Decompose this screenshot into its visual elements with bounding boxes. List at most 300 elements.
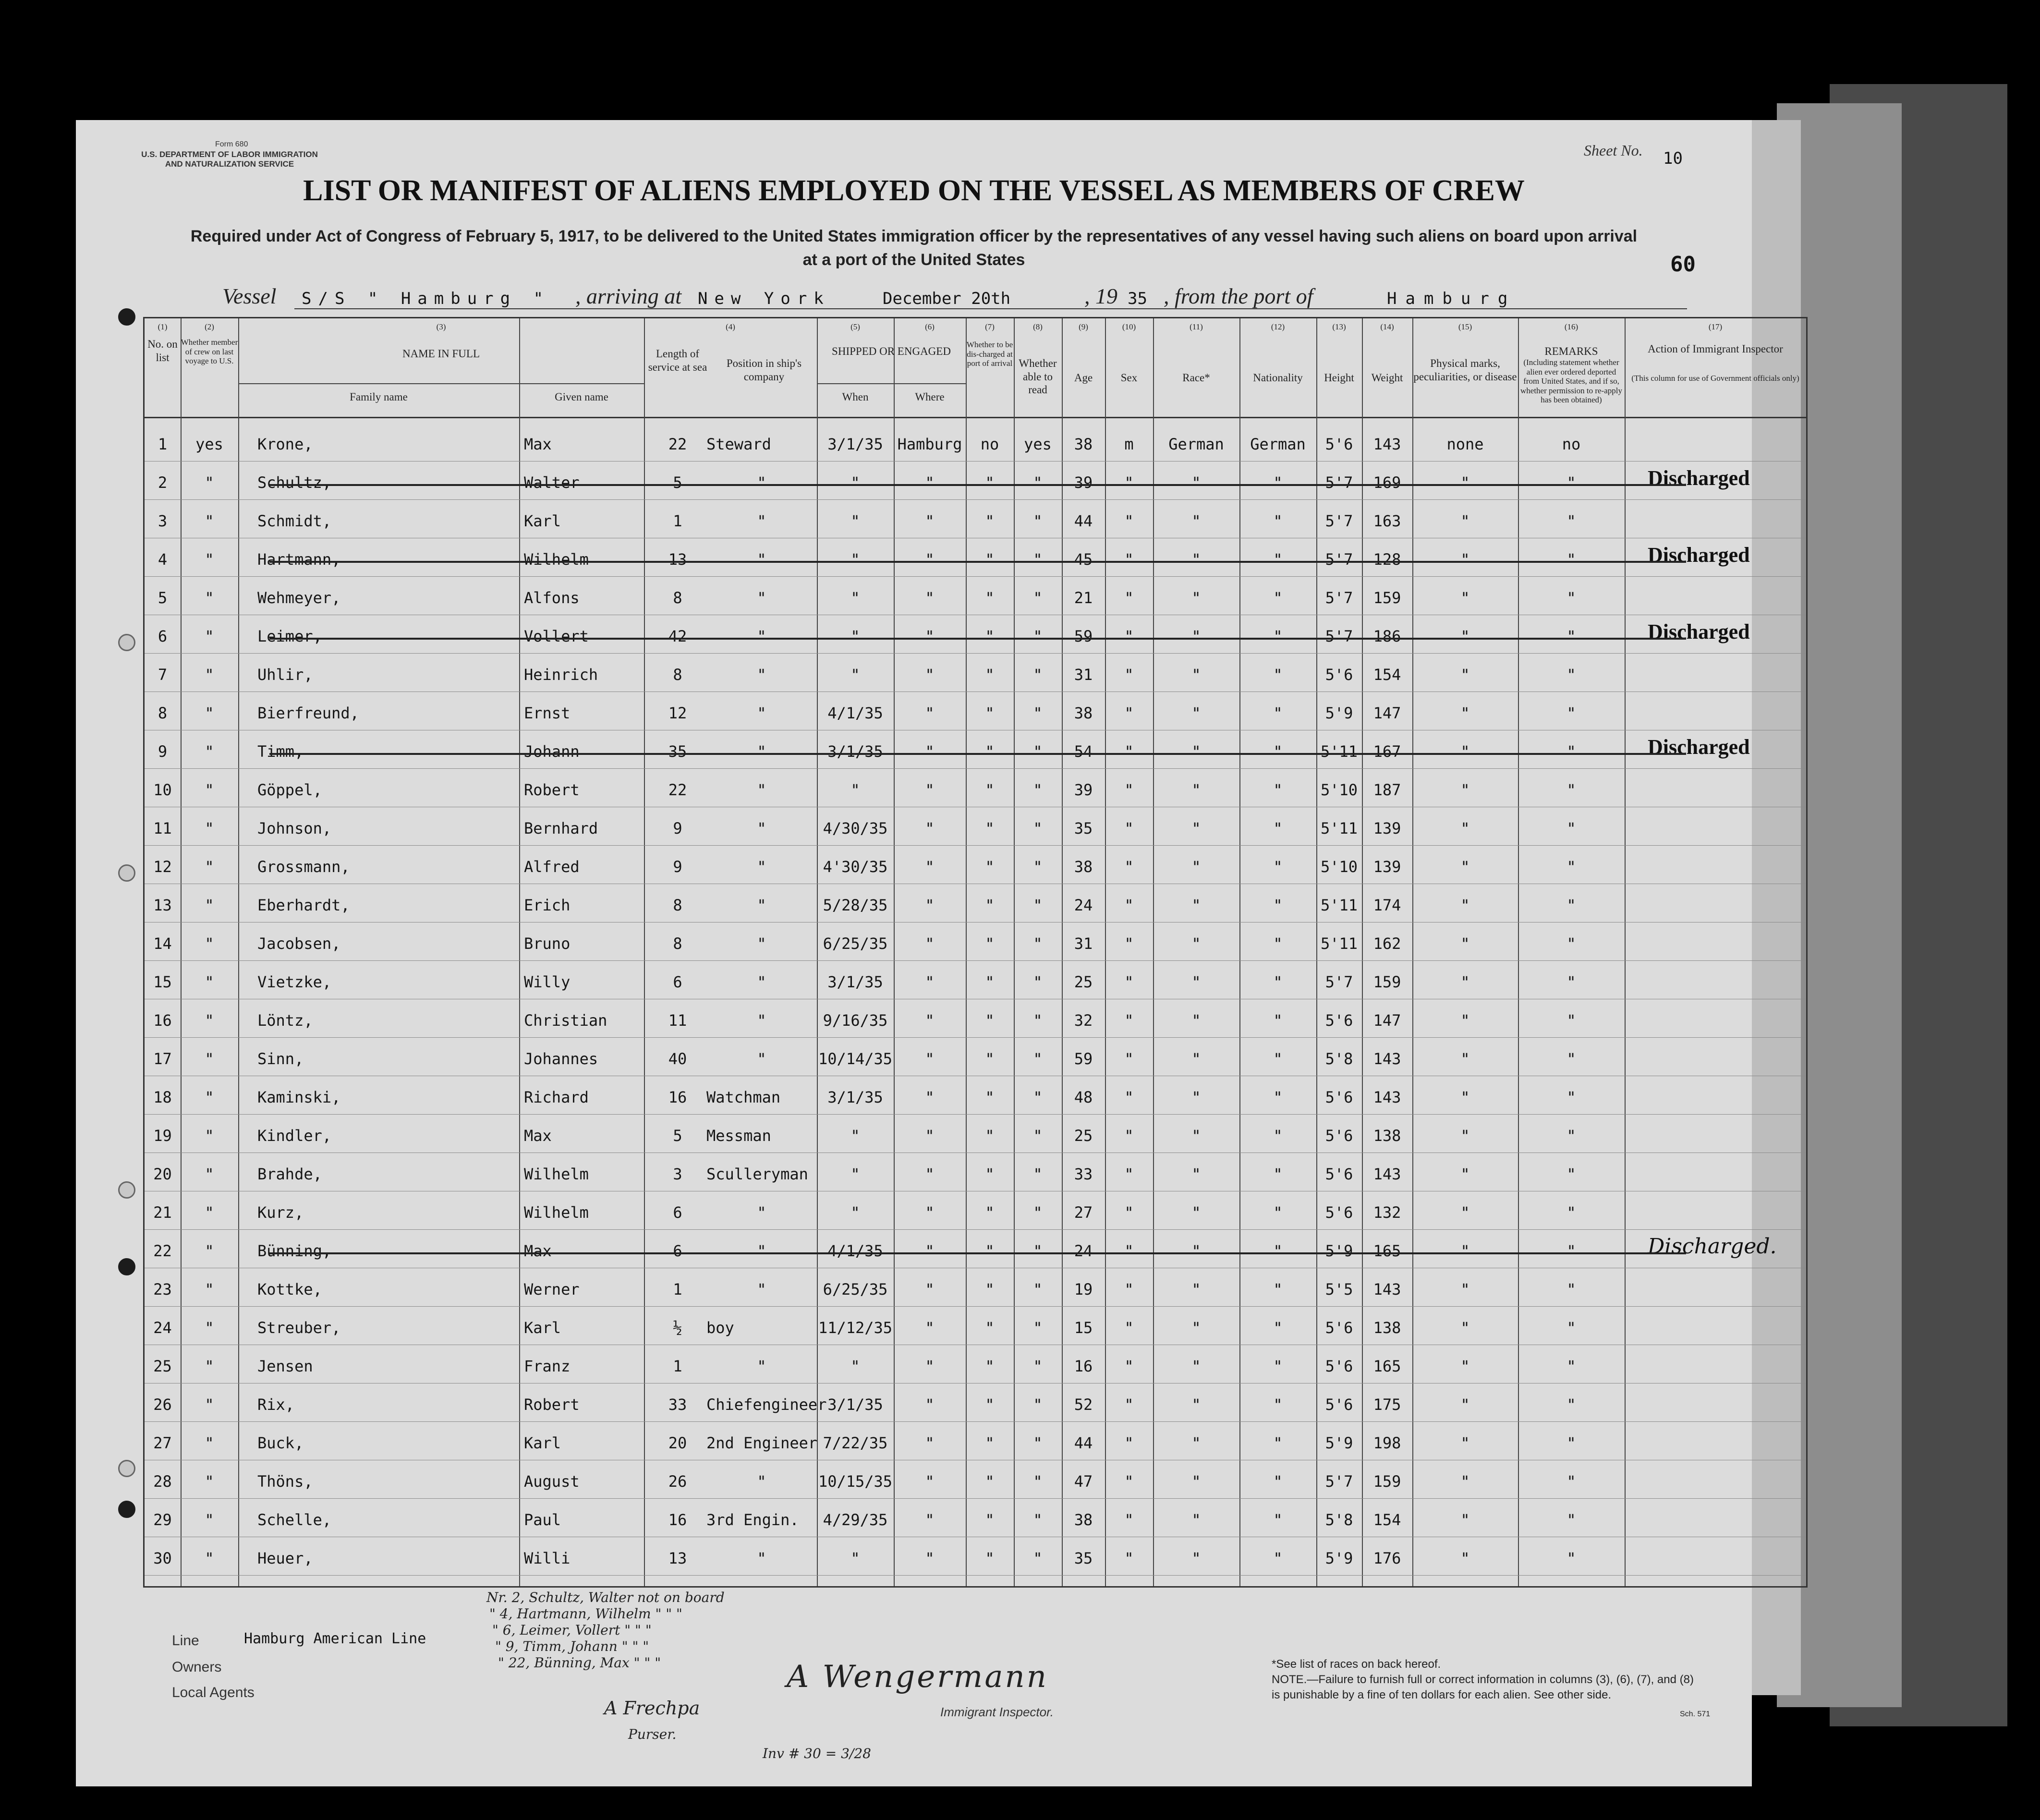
cell-sex: " [1124,512,1134,530]
cell-nat: " [1273,819,1283,837]
cell-age: 35 [1074,819,1093,837]
cell-remarks: " [1566,1549,1576,1567]
cell-disch: " [985,1280,995,1298]
cell-no: 27 [153,1434,172,1452]
cell-height: 5'7 [1325,1472,1353,1491]
cell-race: " [1191,973,1201,991]
cell-family: Timm, [257,742,304,761]
cell-sex: " [1124,589,1134,607]
cell-height: 5'11 [1320,742,1358,761]
cell-position: " [757,896,766,914]
cell-marks: " [1460,1203,1470,1222]
cell-age: 47 [1074,1472,1093,1491]
cell-race: " [1191,1050,1201,1068]
cell-remarks: " [1566,1434,1576,1452]
column-number: (15) [1458,322,1472,331]
cell-prev: " [205,1395,214,1414]
cell-age: 31 [1074,934,1093,953]
cell-prev: " [205,742,214,761]
cell-disch: " [985,934,995,953]
cell-sex: " [1124,1357,1134,1375]
cell-given: Johann [524,742,580,761]
cell-prev: " [205,781,214,799]
cell-given: Christian [524,1011,607,1030]
cell-height: 5'6 [1325,435,1353,453]
cell-prev: " [205,1165,214,1183]
cell-where: " [925,1242,935,1260]
cell-read: " [1033,666,1043,684]
table-row [145,931,1806,969]
cell-prev: " [205,704,214,722]
cell-disch: " [985,1357,995,1375]
cell-where: " [925,1088,935,1106]
column-header-name-full: NAME IN FULL [402,348,480,360]
strike-through [269,561,1686,563]
strike-through [269,753,1686,755]
cell-length: 13 [668,550,687,569]
column-header-when: When [842,391,869,403]
column-header-age: Age [1074,372,1093,384]
cell-read: " [1033,1549,1043,1567]
cell-when: " [850,1165,860,1183]
cell-height: 5'6 [1325,1165,1353,1183]
cell-nat: " [1273,1357,1283,1375]
cell-where: " [925,1165,935,1183]
cell-length: 6 [673,973,682,991]
cell-read: " [1033,819,1043,837]
cell-race: " [1191,1395,1201,1414]
cell-race: " [1191,1357,1201,1375]
cell-where: " [925,1203,935,1222]
cell-height: 5'11 [1320,819,1358,837]
cell-remarks: " [1566,1165,1576,1183]
cell-prev: " [205,1011,214,1030]
cell-length: 6 [673,1242,682,1260]
column-header-action: Action of Immigrant Inspector [1648,343,1783,355]
cell-sex: " [1124,1203,1134,1222]
cell-given: Alfred [524,858,580,876]
inspector-signature: A Wengermann [787,1659,1048,1695]
column-header-action-note: (This column for use of Government officials only) [1631,374,1799,383]
cell-nat: " [1273,589,1283,607]
cell-height: 5'7 [1325,550,1353,569]
discharged-annotation: Discharged [1648,620,1750,643]
cell-remarks: " [1566,973,1576,991]
cell-position: 2nd Engineer [706,1434,818,1452]
cell-disch: " [985,1050,995,1068]
cell-marks: " [1460,1511,1470,1529]
cell-given: Franz [524,1357,571,1375]
cell-length: 13 [668,1549,687,1567]
cell-given: Bernhard [524,819,598,837]
cell-disch: " [985,589,995,607]
table-row [145,585,1806,623]
cell-marks: " [1460,1050,1470,1068]
cell-remarks: " [1566,1280,1576,1298]
cell-height: 5'7 [1325,473,1353,492]
cell-height: 5'6 [1325,1127,1353,1145]
cell-height: 5'6 [1325,1319,1353,1337]
cell-height: 5'6 [1325,666,1353,684]
cell-height: 5'8 [1325,1511,1353,1529]
cell-position: " [757,934,766,953]
cell-marks: " [1460,1357,1470,1375]
cell-nat: " [1273,1011,1283,1030]
cell-remarks: " [1566,589,1576,607]
cell-sex: " [1124,1395,1134,1414]
cell-weight: 143 [1373,1280,1401,1298]
cell-marks: " [1460,781,1470,799]
cell-no: 19 [153,1127,172,1145]
column-header-no: No. on list [147,338,178,364]
cell-sex: " [1124,742,1134,761]
table-row [145,620,1806,662]
cell-marks: " [1460,1395,1470,1414]
cell-given: Richard [524,1088,589,1106]
cell-sex: " [1124,1088,1134,1106]
cell-marks: " [1460,1127,1470,1145]
cell-where: " [925,473,935,492]
cell-disch: " [985,1088,995,1106]
cell-position: Steward [706,435,771,453]
cell-family: Grossmann, [257,858,350,876]
cell-race: " [1191,1434,1201,1452]
cell-given: August [524,1472,580,1491]
line-value: Hamburg American Line [244,1630,426,1647]
arrival-port: New York [698,289,830,308]
cell-prev: " [205,934,214,953]
cell-given: Karl [524,512,561,530]
cell-no: 29 [153,1511,172,1529]
cell-family: Kurz, [257,1203,304,1222]
cell-disch: " [985,627,995,645]
cell-position: " [757,858,766,876]
cell-given: Werner [524,1280,580,1298]
cell-where: Hamburg [897,435,962,453]
column-header-position: Position in ship's company [726,357,802,383]
cell-where: " [925,704,935,722]
cell-weight: 159 [1373,589,1401,607]
cell-no: 17 [153,1050,172,1068]
cell-family: Johnson, [257,819,332,837]
cell-disch: " [985,1165,995,1183]
cell-age: 44 [1074,512,1093,530]
cell-when: " [850,512,860,530]
cell-race: German [1168,435,1224,453]
cell-position: " [757,704,766,722]
column-number: (6) [925,322,935,331]
cell-length: 16 [668,1088,687,1106]
cell-position: Watchman [706,1088,781,1106]
cell-age: 33 [1074,1165,1093,1183]
cell-marks: none [1446,435,1484,453]
cell-sex: " [1124,1242,1134,1260]
cell-age: 21 [1074,589,1093,607]
purser-caption: Purser. [628,1726,677,1742]
cell-sex: " [1124,550,1134,569]
cell-no: 20 [153,1165,172,1183]
cell-nat: " [1273,1472,1283,1491]
cell-age: 25 [1074,1127,1093,1145]
cell-age: 38 [1074,435,1093,453]
cell-sex: " [1124,934,1134,953]
cell-length: 8 [673,666,682,684]
arriving-label: , arriving at [575,284,682,308]
cell-when: 4'30/35 [823,858,888,876]
column-header-prev-voyage: Whether member of crew on last voyage to U.S. [181,338,238,366]
cell-when: " [850,1357,860,1375]
cell-when: " [850,1549,860,1567]
cell-family: Wehmeyer, [257,589,341,607]
cell-position: " [757,1050,766,1068]
cell-race: " [1191,1280,1201,1298]
cell-position: " [757,589,766,607]
cell-age: 38 [1074,858,1093,876]
cell-read: " [1033,1203,1043,1222]
cell-no: 21 [153,1203,172,1222]
cell-nat: " [1273,896,1283,914]
cell-height: 5'7 [1325,973,1353,991]
cell-nat: " [1273,742,1283,761]
cell-marks: " [1460,589,1470,607]
cell-height: 5'9 [1325,1242,1353,1260]
cell-nat: " [1273,1203,1283,1222]
cell-remarks: " [1566,1011,1576,1030]
cell-no: 8 [158,704,168,722]
cell-read: " [1033,1088,1043,1106]
cell-no: 3 [158,512,168,530]
cell-sex: " [1124,666,1134,684]
binder-hole [118,1501,135,1518]
column-header-given: Given name [555,391,608,403]
cell-when: 6/25/35 [823,934,888,953]
page-title: LIST OR MANIFEST OF ALIENS EMPLOYED ON THE VESSEL AS MEMBERS OF CREW [303,174,1525,207]
column-header-sex: Sex [1120,372,1138,384]
vessel-label: Vessel [222,284,277,308]
cell-sex: " [1124,1165,1134,1183]
cell-position: Sculleryman [706,1165,808,1183]
cell-sex: " [1124,473,1134,492]
cell-age: 32 [1074,1011,1093,1030]
cell-weight: 143 [1373,1050,1401,1068]
cell-height: 5'6 [1325,1203,1353,1222]
cell-disch: " [985,742,995,761]
cell-no: 5 [158,589,168,607]
cell-remarks: " [1566,1319,1576,1337]
cell-read: " [1033,1434,1043,1452]
binder-hole [118,1460,135,1477]
cell-nat: " [1273,1088,1283,1106]
cell-no: 2 [158,473,168,492]
cell-where: " [925,742,935,761]
cell-position: " [757,666,766,684]
cell-marks: " [1460,1088,1470,1106]
cell-given: Robert [524,781,580,799]
cell-when: 10/14/35 [818,1050,893,1068]
cell-race: " [1191,1319,1201,1337]
cell-when: 7/22/35 [823,1434,888,1452]
cell-sex: " [1124,1319,1134,1337]
cell-position: " [757,1357,766,1375]
cell-disch: " [985,1395,995,1414]
cell-read: " [1033,1011,1043,1030]
cell-race: " [1191,512,1201,530]
cell-where: " [925,973,935,991]
cell-where: " [925,896,935,914]
cell-disch: " [985,858,995,876]
cell-family: Vietzke, [257,973,332,991]
cell-when: 4/1/35 [827,1242,883,1260]
subtitle-line-2: at a port of the United States [802,251,1025,269]
cell-length: 42 [668,627,687,645]
strike-through [269,1252,1686,1254]
cell-no: 30 [153,1549,172,1567]
cell-height: 5'6 [1325,1088,1353,1106]
cell-prev: " [205,1088,214,1106]
cell-family: Göppel, [257,781,322,799]
cell-no: 6 [158,627,168,645]
cell-weight: 163 [1373,512,1401,530]
cell-weight: 198 [1373,1434,1401,1452]
cell-family: Krone, [257,435,313,453]
cell-race: " [1191,896,1201,914]
cell-disch: " [985,1127,995,1145]
cell-read: " [1033,1050,1043,1068]
cell-when: 10/15/35 [818,1472,893,1491]
cell-age: 38 [1074,1511,1093,1529]
cell-disch: " [985,1472,995,1491]
cell-no: 16 [153,1011,172,1030]
cell-length: 20 [668,1434,687,1452]
cell-read: " [1033,1165,1043,1183]
cell-weight: 147 [1373,704,1401,722]
cell-remarks: " [1566,1357,1576,1375]
cell-read: " [1033,550,1043,569]
cell-height: 5'9 [1325,704,1353,722]
cell-race: " [1191,934,1201,953]
cell-height: 5'7 [1325,512,1353,530]
cell-when: " [850,781,860,799]
cell-no: 12 [153,858,172,876]
cell-marks: " [1460,1434,1470,1452]
cell-nat: " [1273,1511,1283,1529]
cell-read: " [1033,1242,1043,1260]
cell-height: 5'11 [1320,934,1358,953]
cell-race: " [1191,1203,1201,1222]
cell-race: " [1191,473,1201,492]
cell-length: 40 [668,1050,687,1068]
cell-prev: " [205,1472,214,1491]
strike-through [269,638,1686,640]
cell-sex: " [1124,896,1134,914]
agency-name: U.S. DEPARTMENT OF LABOR IMMIGRATION AND NATURALIZATION SERVICE [141,150,318,169]
cell-no: 24 [153,1319,172,1337]
cell-disch: " [985,1011,995,1030]
bottom-handwriting: Inv # 30 = 3/28 [763,1746,871,1761]
stamp-number: 60 [1670,252,1696,277]
cell-read: " [1033,1511,1043,1529]
cell-where: " [925,1549,935,1567]
binder-hole [118,864,135,882]
cell-family: Hartmann, [257,550,341,569]
cell-prev: " [205,1127,214,1145]
table-row [145,1315,1806,1353]
cell-no: 10 [153,781,172,799]
cell-weight: 165 [1373,1242,1401,1260]
cell-race: " [1191,781,1201,799]
cell-where: " [925,781,935,799]
cell-given: Karl [524,1434,561,1452]
cell-race: " [1191,627,1201,645]
cell-position: " [757,742,766,761]
vessel-underline [294,308,1687,309]
cell-height: 5'9 [1325,1434,1353,1452]
cell-age: 39 [1074,781,1093,799]
cell-read: " [1033,704,1043,722]
column-number: (8) [1033,322,1043,331]
cell-sex: m [1124,435,1134,453]
cell-remarks: " [1566,1472,1576,1491]
handwritten-note-line: " 6, Leimer, Vollert " " " [492,1622,652,1638]
column-number: (12) [1271,322,1285,331]
cell-when: 4/1/35 [827,704,883,722]
column-number: (5) [850,322,860,331]
binder-hole [118,634,135,651]
cell-sex: " [1124,1011,1134,1030]
cell-given: Heinrich [524,666,598,684]
cell-when: " [850,1203,860,1222]
cell-length: 1 [673,512,682,530]
cell-length: 1 [673,1280,682,1298]
cell-given: Max [524,1127,552,1145]
column-number: (1) [158,322,168,331]
table-row [145,1507,1806,1545]
table-row [145,662,1806,700]
cell-given: Wilhelm [524,550,589,569]
cell-family: Schmidt, [257,512,332,530]
cell-marks: " [1460,1549,1470,1567]
year-prefix: , 19 [1084,284,1117,308]
page-subtitle [76,225,1752,272]
cell-sex: " [1124,973,1134,991]
cell-family: Leimer, [257,627,322,645]
column-header-remarks-note: (Including statement whether alien ever ordered deported from United States, and if so, whether permission to re-apply has been obtained) [1520,358,1622,405]
cell-position: Chiefengineer [706,1395,827,1414]
column-header-marks: Physical marks, peculiarities, or disease [1413,357,1517,383]
cell-weight: 175 [1373,1395,1401,1414]
cell-position: " [757,627,766,645]
cell-read: " [1033,627,1043,645]
binder-hole [118,1258,135,1275]
cell-no: 23 [153,1280,172,1298]
table-row [145,431,1806,470]
cell-age: 48 [1074,1088,1093,1106]
cell-nat: German [1250,435,1306,453]
cell-disch: " [985,550,995,569]
cell-remarks: " [1566,1088,1576,1106]
cell-where: " [925,1011,935,1030]
cell-nat: " [1273,1434,1283,1452]
subheader-divider [817,383,966,384]
cell-race: " [1191,589,1201,607]
cell-sex: " [1124,858,1134,876]
cell-read: " [1033,1280,1043,1298]
cell-no: 4 [158,550,168,569]
cell-remarks: " [1566,742,1576,761]
cell-when: " [850,666,860,684]
cell-family: Jensen [257,1357,313,1375]
cell-given: Robert [524,1395,580,1414]
